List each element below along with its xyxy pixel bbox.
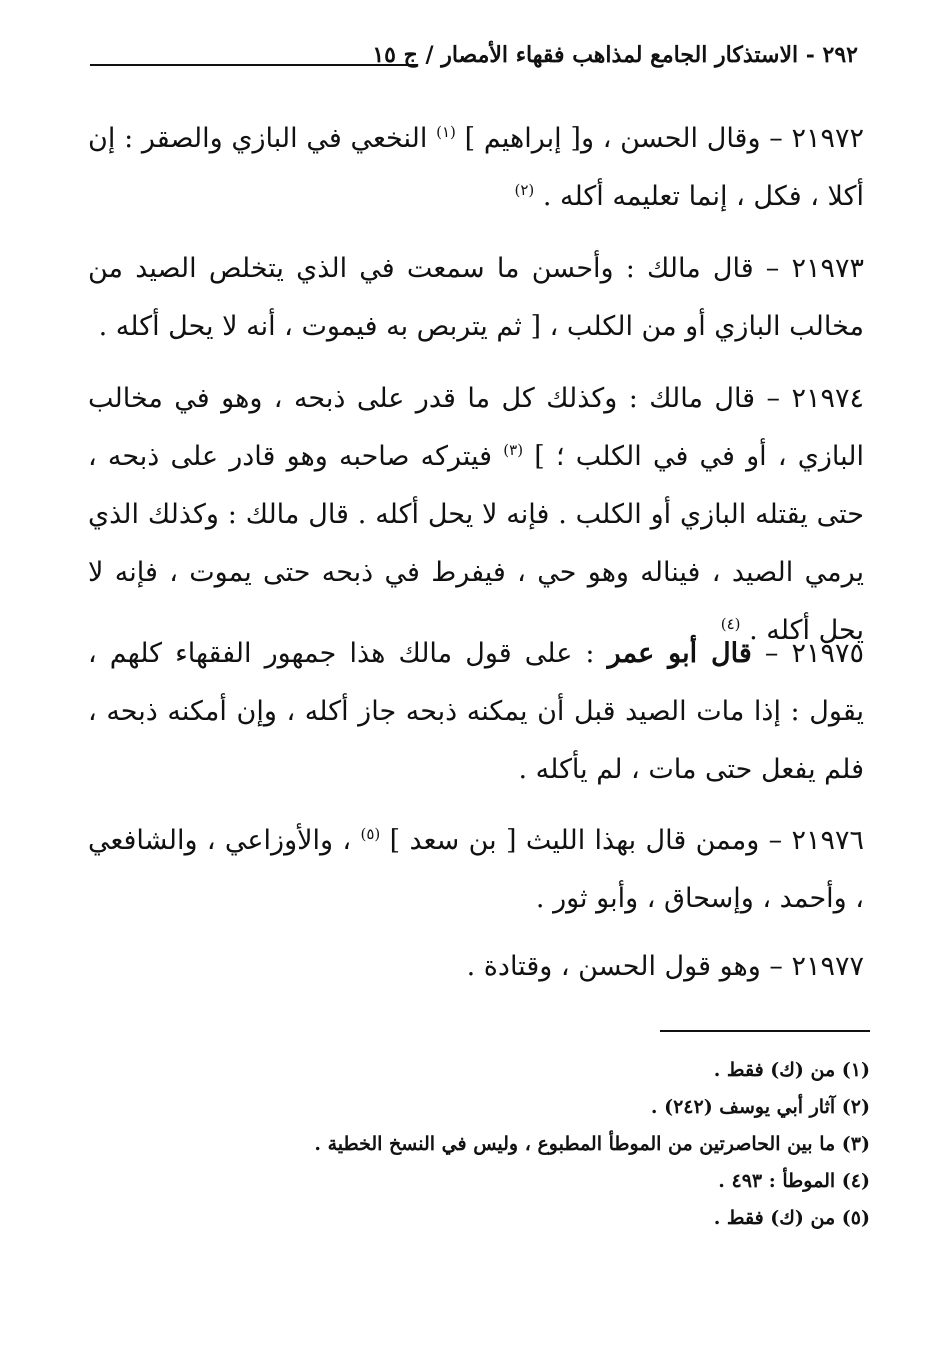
paragraph-21975: ٢١٩٧٥ – قال أبو عمر : على قول مالك هذا جمهور الفقهاء كلهم ، يقول : إذا مات الصيد قبل أن يمكنه ذبحه جاز أكله ، وإن أمكنه ذبحه ، فلم يفعل حتى مات ، لم يأكله .: [88, 638, 864, 785]
paragraph-21972: ٢١٩٧٢ – وقال الحسن ، و[ إبراهيم ] $^{(١)}$ النخعي في البازي والصقر : إن أكلا ، فكل ، إنما تعليمه أكله . $^{(٢)}$: [88, 123, 864, 212]
footnote-4: (٤) الموطأ : ٤٩٣ .: [718, 1170, 870, 1192]
header-title: ٢٩٢ - الاستذكار الجامع لمذاهب فقهاء الأمصار / ج ١٥: [372, 42, 858, 68]
speaker-label: قال أبو عمر: [607, 638, 752, 669]
paragraph-number: ٢١٩٧٧: [791, 951, 864, 982]
header-rule: [90, 64, 418, 66]
footnotes: [90, 1052, 870, 1237]
paragraph-21976: ٢١٩٧٦ – وممن قال بهذا الليث [ بن سعد ] $^{(٥)}$ ، والأوزاعي ، والشافعي ، وأحمد ، وإسحاق ، وأبو ثور .: [88, 825, 864, 914]
paragraph-number: ٢١٩٧٦: [791, 825, 864, 856]
footnote-rule: [660, 1030, 870, 1032]
paragraph-number: ٢١٩٧٣: [791, 253, 864, 284]
paragraph-21974: ٢١٩٧٤ – قال مالك : وكذلك كل ما قدر على ذبحه ، وهو في مخالب البازي ، أو في في الكلب ؛ ] $^{(٣)}$ فيتركه صاحبه وهو قادر على ذبحه ، حتى يقتله البازي أو الكلب . فإنه لا يحل أكله . قال مالك : وكذلك الذي يرمي الصيد ، فيناله وهو حي ، فيفرط في ذبحه حتى يموت ، فإنه لا يحل أكله . $^{(٤)}$: [88, 383, 865, 646]
paragraph-text: وهو قول الحسن ، وقتادة .: [466, 951, 761, 982]
paragraph-number: ٢١٩٧٤: [791, 383, 864, 414]
footnote-1: (١) من (ك) فقط .: [713, 1059, 870, 1081]
footnote-ref: (١): [436, 123, 456, 141]
paragraph-text: فيتركه صاحبه وهو قادر على ذبحه ، حتى يقتله البازي أو الكلب . فإنه لا يحل أكله . قال مالك : وكذلك الذي يرمي الصيد ، فيناله وهو حي ، فيفرط في ذبحه حتى يموت ، فإنه لا يحل أكله .: [88, 441, 864, 646]
speaker-label: قال مالك: [647, 253, 754, 284]
paragraph-number: ٢١٩٧٥: [791, 638, 864, 669]
paragraph-21977: ٢١٩٧٧ – وهو قول الحسن ، وقتادة .: [466, 951, 864, 982]
footnote-ref: (٥): [360, 825, 381, 843]
footnote-ref: (٣): [503, 441, 524, 459]
footnote-ref: (٢): [514, 181, 535, 199]
speaker-label: قال مالك: [649, 383, 756, 414]
footnote-3: (٣) ما بين الحاصرتين من الموطأ المطبوع ، وليس في النسخ الخطية .: [314, 1133, 870, 1155]
footnote-2: (٢) آثار أبي يوسف (٢٤٢) .: [650, 1096, 870, 1118]
paragraph-number: ٢١٩٧٢: [791, 123, 864, 154]
paragraph-text: النخعي في البازي والصقر : إن أكلا ، فكل ، إنما تعليمه أكله .: [88, 123, 864, 212]
paragraph-21973: ٢١٩٧٣ – قال مالك : وأحسن ما سمعت في الذي يتخلص الصيد من مخالب البازي أو من الكلب ، [ ثم يتربص به فيموت ، أنه لا يحل أكله .: [88, 253, 864, 342]
footnote-ref: (٤): [720, 615, 741, 633]
paragraph-text: : وكذلك كل ما قدر على ذبحه ، وهو في مخالب البازي ، أو في في الكلب ؛ ]: [88, 383, 865, 472]
running-header: [90, 42, 858, 82]
paragraph-text: : وأحسن ما سمعت في الذي يتخلص الصيد من مخالب البازي أو من الكلب ، [ ثم يتربص به فيموت ، أنه لا يحل أكله .: [88, 253, 864, 342]
paragraph-text: : على قول مالك هذا جمهور الفقهاء كلهم ، يقول : إذا مات الصيد قبل أن يمكنه ذبحه جاز أكله ، وإن أمكنه ذبحه ، فلم يفعل حتى مات ، لم يأكله .: [88, 638, 864, 785]
paragraph-text: وقال الحسن ، و[ إبراهيم ]: [464, 123, 761, 154]
paragraph-text: وممن قال بهذا الليث [ بن سعد ]: [389, 825, 760, 856]
paragraph-text: ، والأوزاعي ، والشافعي ، وأحمد ، وإسحاق ، وأبو ثور .: [88, 825, 864, 914]
footnote-5: (٥) من (ك) فقط .: [713, 1207, 870, 1229]
